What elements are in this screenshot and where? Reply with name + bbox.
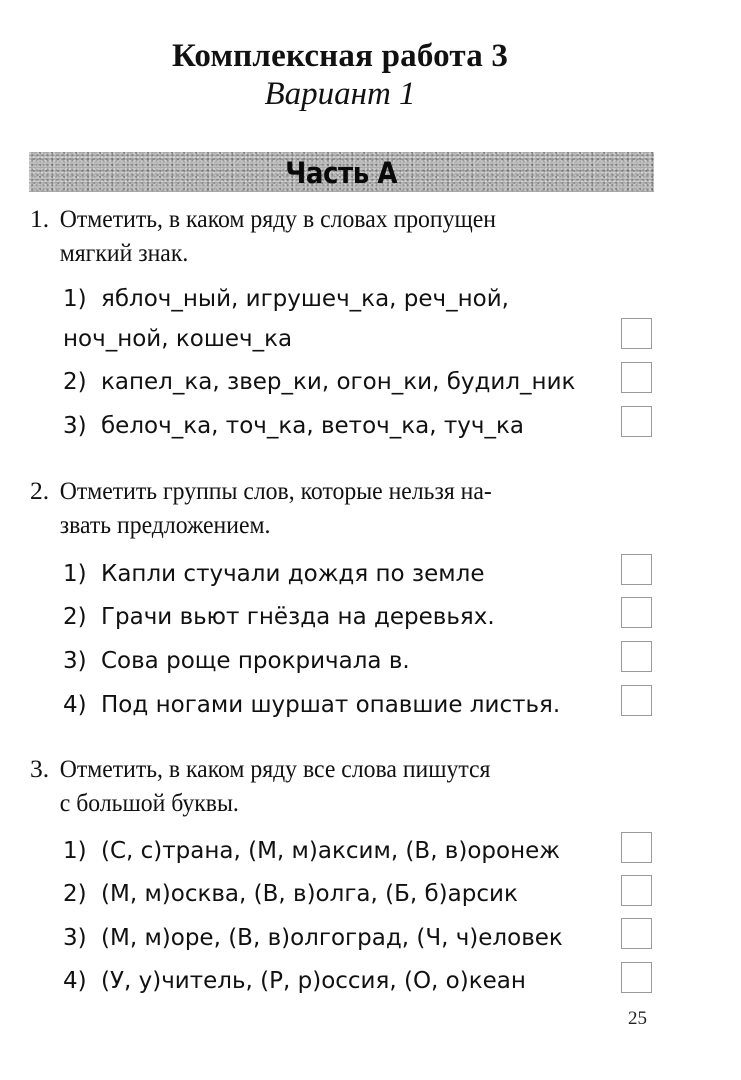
q3-option-3-checkbox[interactable] <box>621 918 652 949</box>
question-text-line1: Отметить, в каком ряду все слова пишутся <box>59 754 491 783</box>
q2-option-1 <box>63 561 484 587</box>
q3-option-2-checkbox[interactable] <box>621 875 652 906</box>
question-text-line1: Отметить группы слов, которые нельзя на- <box>59 476 492 505</box>
q1-option-1-line1 <box>63 286 509 312</box>
q2-option-4-checkbox[interactable] <box>621 685 652 716</box>
question-3 <box>30 752 660 820</box>
section-label: Часть А <box>285 156 398 190</box>
question-2 <box>30 474 660 542</box>
option-text: (С, с)трана, (М, м)аксим, (В, в)оронеж <box>101 838 560 864</box>
option-text: белоч_ка, точ_ка, веточ_ка, туч_ка <box>101 413 524 439</box>
option-text: (У, у)читель, (Р, р)оссия, (О, о)кеан <box>101 968 526 994</box>
q1-option-1-line2 <box>63 326 292 352</box>
section-banner <box>29 152 654 192</box>
page-number: 25 <box>628 1008 647 1029</box>
q1-option-2 <box>63 369 575 395</box>
question-number: 3. <box>30 754 50 783</box>
question-1 <box>30 202 660 270</box>
question-number: 1. <box>30 204 50 233</box>
q2-option-4 <box>63 692 560 718</box>
option-number: 1) <box>63 838 87 864</box>
option-number: 4) <box>63 968 87 994</box>
q1-option-2-checkbox[interactable] <box>621 362 652 393</box>
option-text: Под ногами шуршат опавшие листья. <box>101 692 561 718</box>
q3-option-2 <box>63 881 518 907</box>
option-number: 4) <box>63 692 87 718</box>
q2-option-2-checkbox[interactable] <box>621 597 652 628</box>
question-text-line2: звать предложением. <box>59 510 271 539</box>
q1-option-3 <box>63 413 524 439</box>
option-text: ноч_ной, кошеч_ка <box>63 326 293 352</box>
question-text-line2: мягкий знак. <box>59 238 189 267</box>
q2-option-1-checkbox[interactable] <box>621 554 652 585</box>
variant-subtitle: Вариант 1 <box>264 76 416 112</box>
q1-option-1-checkbox[interactable] <box>621 318 652 349</box>
q3-option-1-checkbox[interactable] <box>621 832 652 863</box>
question-text-line1: Отметить, в каком ряду в словах пропущен <box>59 204 496 233</box>
option-number: 2) <box>63 881 87 907</box>
q2-option-2 <box>63 604 495 630</box>
option-text: Капли стучали дождя по земле <box>101 561 485 587</box>
option-number: 3) <box>63 413 87 439</box>
option-number: 1) <box>63 561 87 587</box>
q1-option-3-checkbox[interactable] <box>621 406 652 437</box>
option-text: (М, м)оре, (В, в)олгоград, (Ч, ч)еловек <box>101 925 563 951</box>
option-text: Сова роще прокричала в. <box>101 648 410 674</box>
q3-option-4-checkbox[interactable] <box>621 962 652 993</box>
q3-option-4 <box>63 968 526 994</box>
option-text: капел_ка, звер_ки, огон_ки, будил_ник <box>101 369 576 395</box>
option-number: 3) <box>63 648 87 674</box>
question-text-line2: с большой буквы. <box>59 788 239 817</box>
q2-option-3 <box>63 648 410 674</box>
option-text: яблоч_ный, игрушеч_ка, реч_ной, <box>101 286 509 312</box>
option-number: 2) <box>63 369 87 395</box>
q2-option-3-checkbox[interactable] <box>621 641 652 672</box>
q3-option-3 <box>63 925 563 951</box>
option-text: (М, м)осква, (В, в)олга, (Б, б)арсик <box>101 881 518 907</box>
option-text: Грачи вьют гнёзда на деревьях. <box>101 604 495 630</box>
option-number: 2) <box>63 604 87 630</box>
q3-option-1 <box>63 838 560 864</box>
option-number: 3) <box>63 925 87 951</box>
question-number: 2. <box>30 476 50 505</box>
option-number: 1) <box>63 286 87 312</box>
worksheet-title: Комплексная работа 3 <box>171 38 509 74</box>
